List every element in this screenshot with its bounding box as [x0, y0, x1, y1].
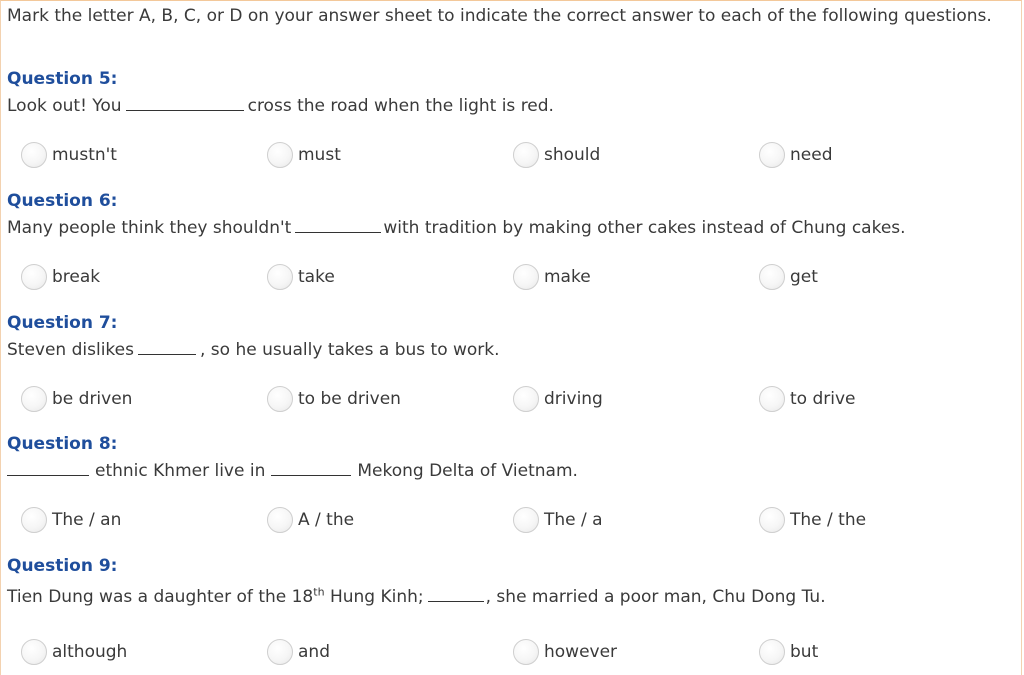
option-label: get [790, 267, 818, 287]
question-title: Question 6: [7, 191, 118, 211]
radio-button[interactable] [21, 507, 47, 533]
option-d[interactable] [759, 637, 818, 667]
radio-button[interactable] [759, 386, 785, 412]
question-9 [0, 555, 1024, 675]
option-c[interactable] [513, 637, 617, 667]
radio-button[interactable] [513, 264, 539, 290]
option-a[interactable] [21, 140, 117, 170]
question-text [7, 460, 578, 482]
question-text-part: , she married a poor man, Chu Dong Tu. [485, 587, 826, 607]
question-text-part: Tien Dung was a daughter of the 18 [7, 587, 314, 607]
radio-button[interactable] [759, 507, 785, 533]
option-label: take [298, 267, 335, 287]
option-label: although [52, 642, 128, 662]
question-text-part: cross the road when the light is red. [247, 96, 554, 116]
option-label: however [544, 642, 618, 662]
option-label: to be driven [298, 389, 401, 409]
option-label: The / an [52, 510, 122, 530]
radio-button[interactable] [267, 264, 293, 290]
question-text [7, 586, 826, 608]
option-label: make [544, 267, 591, 287]
question-text-part: Many people think they shouldn't [7, 218, 292, 238]
option-b[interactable] [267, 262, 335, 292]
question-7 [0, 312, 1024, 434]
option-a[interactable] [21, 262, 100, 292]
instructions: Mark the letter A, B, C, or D on your answer sheet to indicate the correct answer to each of the following questions. [7, 6, 992, 26]
question-text-part: ethnic Khmer live in [95, 461, 266, 481]
question-text-part: Look out! You [7, 96, 122, 116]
radio-button[interactable] [513, 386, 539, 412]
radio-button[interactable] [267, 507, 293, 533]
radio-button[interactable] [21, 639, 47, 665]
option-b[interactable] [267, 637, 330, 667]
option-label: must [298, 145, 341, 165]
question-title: Question 7: [7, 313, 118, 333]
option-b[interactable] [267, 140, 341, 170]
radio-button[interactable] [267, 639, 293, 665]
option-label: break [52, 267, 101, 287]
question-text [7, 95, 554, 117]
option-c[interactable] [513, 384, 603, 414]
option-label: to drive [790, 389, 856, 409]
answer-blank [428, 587, 484, 602]
option-c[interactable] [513, 505, 603, 535]
option-b[interactable] [267, 505, 354, 535]
question-title: Question 5: [7, 69, 118, 89]
radio-button[interactable] [267, 142, 293, 168]
option-label: The / a [544, 510, 603, 530]
ordinal-suffix: th [313, 585, 325, 599]
option-a[interactable] [21, 505, 121, 535]
question-8 [0, 433, 1024, 555]
option-label: driving [544, 389, 603, 409]
option-c[interactable] [513, 140, 600, 170]
option-label: mustn't [52, 145, 117, 165]
radio-button[interactable] [513, 639, 539, 665]
option-d[interactable] [759, 262, 818, 292]
question-text [7, 339, 500, 361]
question-title: Question 8: [7, 434, 118, 454]
radio-button[interactable] [513, 507, 539, 533]
option-a[interactable] [21, 637, 127, 667]
radio-button[interactable] [759, 639, 785, 665]
radio-button[interactable] [21, 142, 47, 168]
answer-blank [138, 340, 196, 355]
question-text-part: Hung Kinh; [324, 587, 424, 607]
answer-blank [295, 218, 381, 233]
option-d[interactable] [759, 384, 856, 414]
option-a[interactable] [21, 384, 132, 414]
option-label: A / the [298, 510, 355, 530]
question-text-part: Mekong Delta of Vietnam. [357, 461, 578, 481]
answer-blank [271, 461, 351, 476]
option-label: should [544, 145, 601, 165]
option-d[interactable] [759, 140, 832, 170]
radio-button[interactable] [21, 264, 47, 290]
question-text-part: Steven dislikes [7, 340, 134, 360]
radio-button[interactable] [759, 142, 785, 168]
radio-button[interactable] [21, 386, 47, 412]
option-label: and [298, 642, 330, 662]
option-label: need [790, 145, 833, 165]
option-label: but [790, 642, 819, 662]
answer-blank [126, 96, 244, 111]
radio-button[interactable] [267, 386, 293, 412]
option-c[interactable] [513, 262, 591, 292]
question-6 [0, 190, 1024, 312]
radio-button[interactable] [759, 264, 785, 290]
option-label: The / the [790, 510, 867, 530]
option-b[interactable] [267, 384, 401, 414]
question-title: Question 9: [7, 556, 118, 576]
question-5 [0, 68, 1024, 190]
question-text-part: with tradition by making other cakes instead of Chung cakes. [383, 218, 906, 238]
radio-button[interactable] [513, 142, 539, 168]
question-text [7, 217, 906, 239]
option-d[interactable] [759, 505, 866, 535]
question-text-part: , so he usually takes a bus to work. [200, 340, 500, 360]
option-label: be driven [52, 389, 133, 409]
answer-blank [7, 461, 89, 476]
